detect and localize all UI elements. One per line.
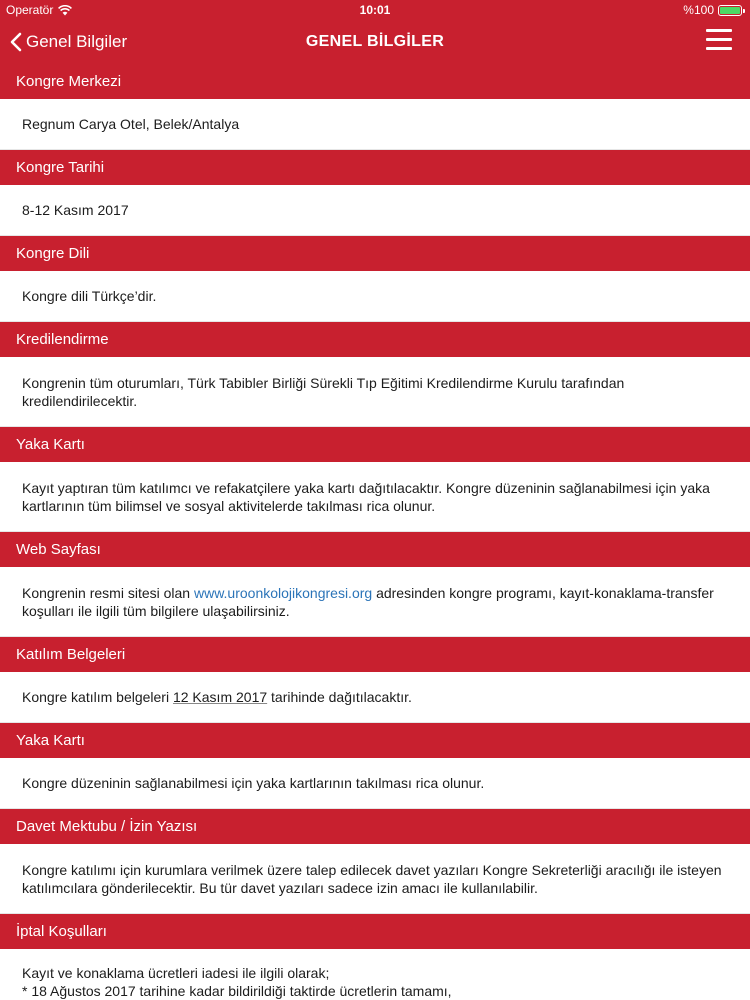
section-text: Kayıt yaptıran tüm katılımcı ve refakatçilere yaka kartı dağıtılacaktır. Kongre düzeninin sağlanabilmesi için yaka kartlarının tüm bilimsel ve sosyal aktivitelerde takılması rica olunur. bbox=[22, 479, 710, 514]
section-text: Kongre dili Türkçe’dir. bbox=[22, 288, 157, 304]
section-text-before: Kongre katılım belgeleri bbox=[22, 689, 173, 705]
section-body-kredilendirme bbox=[0, 357, 750, 427]
section-text bbox=[22, 688, 728, 706]
battery-percent: %100 bbox=[683, 3, 714, 17]
section-header-kredilendirme: Kredilendirme bbox=[0, 322, 750, 357]
section-header-iptal-kosullari: İptal Koşulları bbox=[0, 914, 750, 949]
section-body-iptal-kosullari bbox=[0, 949, 750, 1000]
section-header-web-sayfasi: Web Sayfası bbox=[0, 532, 750, 567]
section-text: Regnum Carya Otel, Belek/Antalya bbox=[22, 116, 240, 132]
back-button-label: Genel Bilgiler bbox=[26, 32, 128, 51]
section-text: Kongre katılımı için kurumlara verilmek üzere talep edilecek davet yazıları Kongre Sekreterliği aracılığı ile isteyen katılımcılara gönderilecektir. Bu tür davet yazıları sadece izin amacı ile kullanılabilir. bbox=[22, 861, 722, 896]
section-body-katilim-belgeleri bbox=[0, 672, 750, 723]
battery-info bbox=[683, 0, 742, 20]
section-body-kongre-merkezi bbox=[0, 99, 750, 150]
section-body-yaka-karti-2 bbox=[0, 758, 750, 809]
section-header-yaka-karti: Yaka Kartı bbox=[0, 427, 750, 462]
chevron-left-icon bbox=[10, 32, 22, 52]
section-text-line-1: Kayıt ve konaklama ücretleri iadesi ile ilgili olarak; bbox=[22, 965, 330, 981]
section-text: Kongrenin tüm oturumları, Türk Tabibler Birliği Sürekli Tıp Eğitimi Kredilendirme Kurulu tarafından kredilendirilecektir. bbox=[22, 374, 625, 409]
website-link[interactable]: www.uroonkolojikongresi.org bbox=[193, 584, 373, 601]
section-header-katilim-belgeleri: Katılım Belgeleri bbox=[0, 637, 750, 672]
back-button[interactable] bbox=[10, 20, 127, 64]
hamburger-menu-icon[interactable] bbox=[706, 29, 732, 53]
nav-row bbox=[0, 20, 750, 64]
section-text-line-2: * 18 Ağustos 2017 tarihine kadar bildirildiği taktirde ücretlerin tamamı, bbox=[22, 983, 452, 999]
section-text: 8-12 Kasım 2017 bbox=[22, 202, 129, 218]
section-body-davet-mektubu bbox=[0, 844, 750, 914]
section-text bbox=[22, 964, 728, 1000]
section-text bbox=[22, 584, 728, 620]
section-header-kongre-merkezi: Kongre Merkezi bbox=[0, 64, 750, 99]
section-body-yaka-karti bbox=[0, 462, 750, 532]
date-link[interactable]: 12 Kasım 2017 bbox=[172, 689, 268, 705]
section-header-kongre-tarihi: Kongre Tarihi bbox=[0, 150, 750, 185]
section-body-kongre-dili bbox=[0, 271, 750, 322]
status-time: 10:01 bbox=[359, 3, 391, 17]
section-text-after: adresinden kongre programı, kayıt-konaklama-transfer koşulları ile ilgili tüm bilgilere ulaşabilirsiniz. bbox=[22, 584, 714, 619]
navigation-bar bbox=[0, 0, 750, 64]
page-title: GENEL BİLGİLER bbox=[305, 33, 445, 50]
section-text-after: tarihinde dağıtılacaktır. bbox=[267, 689, 412, 705]
carrier-name: Operatör bbox=[6, 3, 54, 17]
section-body-kongre-tarihi bbox=[0, 185, 750, 236]
section-header-yaka-karti-2: Yaka Kartı bbox=[0, 723, 750, 758]
section-header-davet-mektubu: Davet Mektubu / İzin Yazısı bbox=[0, 809, 750, 844]
info-list bbox=[0, 64, 750, 1000]
section-text: Kongre düzeninin sağlanabilmesi için yaka kartlarının takılması rica olunur. bbox=[22, 775, 485, 791]
status-bar bbox=[0, 0, 750, 20]
section-body-web-sayfasi bbox=[0, 567, 750, 637]
section-header-kongre-dili: Kongre Dili bbox=[0, 236, 750, 271]
battery-icon bbox=[718, 5, 742, 16]
section-text-before: Kongrenin resmi sitesi olan bbox=[22, 584, 194, 601]
